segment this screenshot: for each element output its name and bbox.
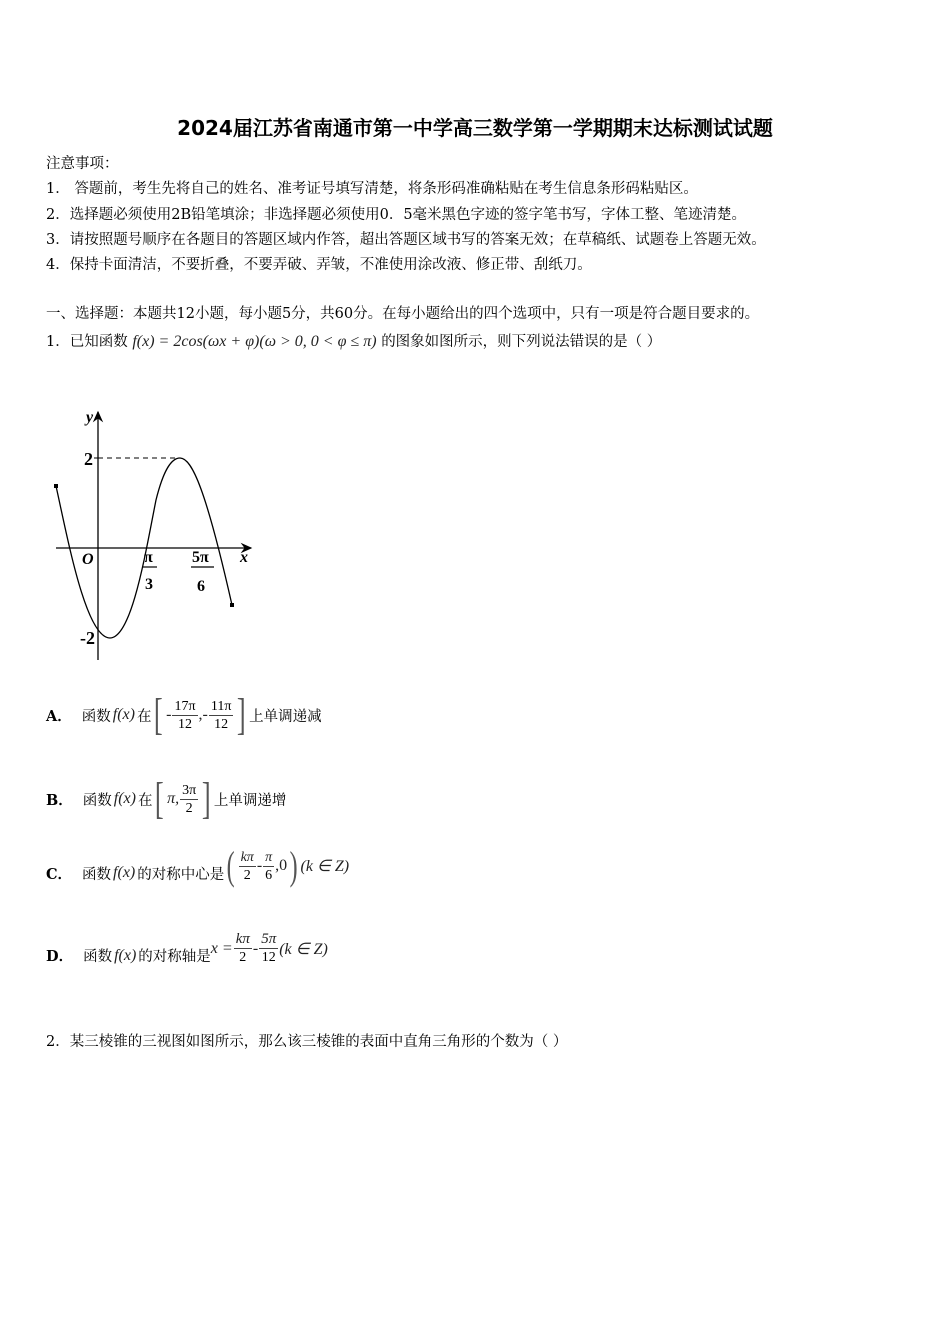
cosine-graph <box>46 400 266 670</box>
option-b-hi-frac: $\frac{3\pi}{2}$ <box>182 782 197 816</box>
question-1-prefix: 1．已知函数 <box>46 334 128 350</box>
x-tick-label-5pi6-num: 5π <box>192 549 209 566</box>
y-axis-label: y <box>86 409 94 426</box>
option-b-lo: π, <box>167 790 180 807</box>
curve-end-point <box>230 603 234 607</box>
option-d-fx: f(x) <box>114 946 137 964</box>
notice-item-2: 2．选择题必须使用2B铅笔填涂；非选择题必须使用0．5毫米黑色字迹的签字笔书写，字体工整、笔迹清楚。 <box>46 207 747 223</box>
option-a-hi-sign: - <box>202 706 208 723</box>
option-d-mid: 的对称轴是 <box>138 949 211 965</box>
option-a-lo-sign: - <box>166 706 172 723</box>
option-c-center: ( $\frac{k\pi}{2}$ - $\frac{\pi}{6}$ ,0 ) <box>226 843 298 888</box>
option-c-frac1: $\frac{k\pi}{2}$ <box>240 849 254 883</box>
y-tick-label-2: 2 <box>84 449 93 469</box>
option-c[interactable] <box>46 843 350 888</box>
origin-label: O <box>82 551 94 568</box>
option-a-label: A． <box>46 707 72 725</box>
option-a-mid: 在 <box>136 708 152 725</box>
option-a-pre: 函数 <box>81 708 111 725</box>
option-c-label: C． <box>46 865 73 883</box>
curve-start-point <box>54 484 58 488</box>
option-a-interval: [ - $\frac{17\pi}{12}$ , - $\frac{11\pi}{12}$ ] <box>154 690 247 739</box>
option-a-lo-frac: $\frac{17\pi}{12}$ <box>174 698 196 732</box>
option-a-hi-frac: $\frac{11\pi}{12}$ <box>210 698 232 732</box>
option-c-tail: ,0 <box>275 857 288 874</box>
option-a[interactable] <box>46 690 322 739</box>
option-b-mid: 在 <box>137 792 153 809</box>
question-1-stem <box>46 330 661 351</box>
option-c-minus: - <box>256 857 263 874</box>
option-d-pre: 函数 <box>83 949 113 965</box>
option-c-mid: 的对称中心是 <box>137 866 225 883</box>
x-axis-label: x <box>240 549 248 566</box>
option-a-sep: , <box>198 706 203 723</box>
question-2-stem: 2．某三棱锥的三视图如图所示，那么该三棱锥的表面中直角三角形的个数为（ ） <box>46 1034 568 1050</box>
option-b-label: B． <box>46 791 73 809</box>
option-d-frac2: $\frac{5\pi}{12}$ <box>261 931 277 965</box>
option-d-axis <box>211 931 328 966</box>
option-c-pre: 函数 <box>82 866 112 883</box>
option-b-post: 上单调递增 <box>213 792 287 809</box>
option-a-post: 上单调递减 <box>249 708 322 725</box>
option-d-cond: (k ∈ Z) <box>279 940 328 958</box>
notice-item-1: 1． 答题前，考生先将自己的姓名、准考证号填写清楚，将条形码准确粘贴在考生信息条形码粘贴区。 <box>46 181 698 197</box>
option-b[interactable] <box>46 774 287 823</box>
option-c-fx: f(x) <box>113 864 136 881</box>
option-b-pre: 函数 <box>82 792 112 809</box>
option-d[interactable] <box>46 931 328 966</box>
option-c-frac2: $\frac{\pi}{6}$ <box>265 849 273 883</box>
x-tick-label-5pi6-den: 6 <box>197 578 205 595</box>
option-b-fx: f(x) <box>113 790 136 807</box>
option-d-lhs: x = <box>210 939 233 957</box>
notice-item-4: 4．保持卡面清洁，不要折叠，不要弄破、弄皱，不准使用涂改液、修正带、刮纸刀。 <box>46 257 592 273</box>
x-tick-label-pi3-den: 3 <box>145 576 153 593</box>
question-1-formula: f(x) = 2cos(ωx + φ)(ω > 0, 0 < φ ≤ π) <box>132 333 377 350</box>
page-title: 2024届江苏省南通市第一中学高三数学第一学期期末达标测试试题 <box>177 116 773 140</box>
question-1-suffix: 的图象如图所示，则下列说法错误的是（ ） <box>381 334 662 350</box>
option-b-interval: [ π, $\frac{3\pi}{2}$ ] <box>155 774 211 823</box>
section-heading: 一、选择题：本题共12小题，每小题5分，共60分。在每小题给出的四个选项中，只有一项是符合题目要求的。 <box>46 306 760 322</box>
notice-item-3: 3．请按照题号顺序在各题目的答题区域内作答，超出答题区域书写的答案无效；在草稿纸、试题卷上答题无效。 <box>46 232 766 248</box>
option-d-minus: - <box>252 939 259 957</box>
option-d-label: D． <box>46 948 74 965</box>
option-a-fx: f(x) <box>112 706 135 723</box>
option-c-cond: (k ∈ Z) <box>300 858 350 875</box>
option-d-frac1: $\frac{k\pi}{2}$ <box>235 931 250 965</box>
notice-heading: 注意事项： <box>46 156 119 172</box>
x-tick-label-pi3-num: π <box>144 549 153 566</box>
y-tick-label-neg2: -2 <box>80 628 95 648</box>
